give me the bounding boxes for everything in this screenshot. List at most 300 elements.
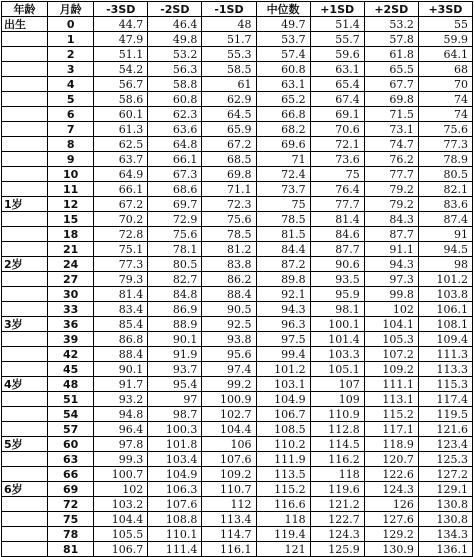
value-cell: 104.9: [256, 392, 310, 407]
value-cell: 51.1: [94, 47, 148, 62]
value-cell: 103.2: [94, 497, 148, 512]
value-cell: 125.9: [310, 542, 364, 557]
value-cell: 91: [418, 227, 472, 242]
value-cell: 65.4: [310, 77, 364, 92]
value-cell: 59.9: [418, 32, 472, 47]
value-cell: 111.9: [256, 452, 310, 467]
value-cell: 125.3: [418, 452, 472, 467]
table-row: [2, 107, 473, 122]
value-cell: 46.4: [148, 17, 202, 32]
header-plus-1sd: +1SD: [310, 2, 364, 17]
value-cell: 62.5: [94, 137, 148, 152]
value-cell: 124.3: [310, 527, 364, 542]
value-cell: 90.5: [202, 302, 256, 317]
value-cell: 106.1: [418, 302, 472, 317]
month-cell: 30: [48, 287, 94, 302]
value-cell: 53.2: [364, 17, 418, 32]
age-cell: [2, 392, 48, 407]
value-cell: 65.2: [256, 92, 310, 107]
value-cell: 136.1: [418, 542, 472, 557]
value-cell: 81.4: [94, 287, 148, 302]
table-row: [2, 47, 473, 62]
value-cell: 84.4: [256, 242, 310, 257]
value-cell: 96.4: [94, 422, 148, 437]
table-row: [2, 287, 473, 302]
month-cell: 2: [48, 47, 94, 62]
value-cell: 92.1: [256, 287, 310, 302]
table-row: [2, 272, 473, 287]
age-cell: [2, 92, 48, 107]
age-cell: [2, 152, 48, 167]
header-month: 月龄: [48, 2, 94, 17]
value-cell: 69.1: [310, 107, 364, 122]
value-cell: 107.2: [364, 347, 418, 362]
month-cell: 42: [48, 347, 94, 362]
age-cell: [2, 347, 48, 362]
table-row: [2, 302, 473, 317]
value-cell: 61.8: [364, 47, 418, 62]
age-cell: [2, 287, 48, 302]
value-cell: 79.3: [94, 272, 148, 287]
value-cell: 62.3: [148, 107, 202, 122]
value-cell: 122.6: [364, 467, 418, 482]
value-cell: 57.4: [256, 47, 310, 62]
value-cell: 62.9: [202, 92, 256, 107]
value-cell: 75: [310, 167, 364, 182]
value-cell: 58.8: [148, 77, 202, 92]
value-cell: 55: [418, 17, 472, 32]
value-cell: 102: [364, 302, 418, 317]
value-cell: 90.1: [148, 332, 202, 347]
table-row: [2, 122, 473, 137]
value-cell: 80.5: [148, 257, 202, 272]
value-cell: 106: [202, 437, 256, 452]
month-cell: 1: [48, 32, 94, 47]
age-cell: [2, 407, 48, 422]
value-cell: 63.7: [94, 152, 148, 167]
value-cell: 73.1: [364, 122, 418, 137]
age-cell: [2, 362, 48, 377]
month-cell: 66: [48, 467, 94, 482]
month-cell: 57: [48, 422, 94, 437]
value-cell: 97.5: [256, 332, 310, 347]
age-cell: [2, 167, 48, 182]
age-cell: 出生: [2, 17, 48, 32]
value-cell: 117.4: [418, 392, 472, 407]
value-cell: 102: [94, 482, 148, 497]
value-cell: 75.6: [418, 122, 472, 137]
age-cell: [2, 212, 48, 227]
table-row: [2, 542, 473, 557]
value-cell: 95.4: [148, 377, 202, 392]
month-cell: 54: [48, 407, 94, 422]
value-cell: 96.3: [256, 317, 310, 332]
age-cell: [2, 332, 48, 347]
value-cell: 100.3: [148, 422, 202, 437]
value-cell: 71.1: [202, 182, 256, 197]
table-row: [2, 257, 473, 272]
value-cell: 56.7: [94, 77, 148, 92]
value-cell: 60.8: [256, 62, 310, 77]
value-cell: 51.4: [310, 17, 364, 32]
month-cell: 60: [48, 437, 94, 452]
month-cell: 18: [48, 227, 94, 242]
table-row: [2, 527, 473, 542]
month-cell: 33: [48, 302, 94, 317]
value-cell: 77.3: [94, 257, 148, 272]
age-cell: [2, 467, 48, 482]
value-cell: 75.1: [94, 242, 148, 257]
table-row: [2, 467, 473, 482]
value-cell: 99.2: [202, 377, 256, 392]
value-cell: 100.7: [94, 467, 148, 482]
value-cell: 97.4: [202, 362, 256, 377]
month-cell: 21: [48, 242, 94, 257]
value-cell: 114.7: [202, 527, 256, 542]
age-cell: [2, 542, 48, 557]
value-cell: 61.3: [94, 122, 148, 137]
month-cell: 81: [48, 542, 94, 557]
value-cell: 117.1: [364, 422, 418, 437]
value-cell: 77.7: [364, 167, 418, 182]
value-cell: 97.3: [364, 272, 418, 287]
table-row: [2, 512, 473, 527]
value-cell: 88.4: [94, 347, 148, 362]
value-cell: 60.1: [94, 107, 148, 122]
value-cell: 90.6: [310, 257, 364, 272]
value-cell: 75: [256, 197, 310, 212]
value-cell: 104.4: [202, 422, 256, 437]
value-cell: 101.2: [256, 362, 310, 377]
value-cell: 118: [310, 467, 364, 482]
value-cell: 64.8: [148, 137, 202, 152]
value-cell: 97.8: [94, 437, 148, 452]
value-cell: 67.4: [310, 92, 364, 107]
value-cell: 93.5: [310, 272, 364, 287]
value-cell: 60.8: [148, 92, 202, 107]
value-cell: 74: [418, 92, 472, 107]
header-minus-2sd: -2SD: [148, 2, 202, 17]
value-cell: 100.1: [310, 317, 364, 332]
value-cell: 72.4: [256, 167, 310, 182]
value-cell: 107.6: [202, 452, 256, 467]
value-cell: 75.6: [202, 212, 256, 227]
value-cell: 73.7: [256, 182, 310, 197]
value-cell: 108.5: [256, 422, 310, 437]
value-cell: 93.8: [202, 332, 256, 347]
value-cell: 104.4: [94, 512, 148, 527]
value-cell: 114.5: [310, 437, 364, 452]
value-cell: 98.7: [148, 407, 202, 422]
value-cell: 85.4: [94, 317, 148, 332]
table-row: [2, 182, 473, 197]
value-cell: 121: [256, 542, 310, 557]
value-cell: 65.5: [364, 62, 418, 77]
value-cell: 89.8: [256, 272, 310, 287]
value-cell: 47.9: [94, 32, 148, 47]
value-cell: 130.8: [418, 512, 472, 527]
value-cell: 127.2: [418, 467, 472, 482]
table-row: [2, 392, 473, 407]
value-cell: 113.3: [418, 362, 472, 377]
age-cell: [2, 137, 48, 152]
value-cell: 121.2: [310, 497, 364, 512]
value-cell: 100.9: [202, 392, 256, 407]
value-cell: 109.4: [418, 332, 472, 347]
value-cell: 86.2: [202, 272, 256, 287]
value-cell: 92.5: [202, 317, 256, 332]
value-cell: 104.9: [148, 467, 202, 482]
table-row: [2, 77, 473, 92]
value-cell: 91.7: [94, 377, 148, 392]
value-cell: 101.2: [418, 272, 472, 287]
value-cell: 123.4: [418, 437, 472, 452]
value-cell: 120.7: [364, 452, 418, 467]
table-row: [2, 422, 473, 437]
age-cell: 3岁: [2, 317, 48, 332]
value-cell: 68.5: [202, 152, 256, 167]
age-cell: [2, 512, 48, 527]
header-age: 年龄: [2, 2, 48, 17]
age-cell: [2, 497, 48, 512]
value-cell: 134.3: [418, 527, 472, 542]
value-cell: 55.7: [310, 32, 364, 47]
month-cell: 10: [48, 167, 94, 182]
month-cell: 6: [48, 107, 94, 122]
value-cell: 106.7: [256, 407, 310, 422]
value-cell: 91.9: [148, 347, 202, 362]
table-row: [2, 212, 473, 227]
value-cell: 67.3: [148, 167, 202, 182]
value-cell: 72.3: [202, 197, 256, 212]
value-cell: 91.1: [364, 242, 418, 257]
age-cell: [2, 77, 48, 92]
age-cell: [2, 182, 48, 197]
table-row: [2, 242, 473, 257]
value-cell: 119.5: [418, 407, 472, 422]
value-cell: 54.2: [94, 62, 148, 77]
value-cell: 112: [202, 497, 256, 512]
value-cell: 111.4: [148, 542, 202, 557]
header-median: 中位数: [256, 2, 310, 17]
value-cell: 74.7: [364, 137, 418, 152]
table-body: [2, 17, 473, 557]
value-cell: 113.4: [202, 512, 256, 527]
value-cell: 66.8: [256, 107, 310, 122]
value-cell: 121.6: [418, 422, 472, 437]
value-cell: 49.8: [148, 32, 202, 47]
value-cell: 113.5: [256, 467, 310, 482]
month-cell: 48: [48, 377, 94, 392]
month-cell: 4: [48, 77, 94, 92]
month-cell: 8: [48, 137, 94, 152]
value-cell: 80.5: [418, 167, 472, 182]
age-cell: [2, 527, 48, 542]
value-cell: 61: [202, 77, 256, 92]
value-cell: 76.4: [310, 182, 364, 197]
value-cell: 106.7: [94, 542, 148, 557]
value-cell: 57.8: [364, 32, 418, 47]
value-cell: 84.8: [148, 287, 202, 302]
value-cell: 95.9: [310, 287, 364, 302]
age-cell: [2, 302, 48, 317]
value-cell: 78.5: [256, 212, 310, 227]
value-cell: 86.8: [94, 332, 148, 347]
table-row: [2, 497, 473, 512]
value-cell: 63.1: [256, 77, 310, 92]
month-cell: 45: [48, 362, 94, 377]
value-cell: 72.1: [310, 137, 364, 152]
value-cell: 74: [418, 107, 472, 122]
value-cell: 69.7: [148, 197, 202, 212]
value-cell: 109: [310, 392, 364, 407]
value-cell: 116.6: [256, 497, 310, 512]
value-cell: 108.1: [418, 317, 472, 332]
value-cell: 82.1: [418, 182, 472, 197]
table-row: [2, 452, 473, 467]
value-cell: 95.6: [202, 347, 256, 362]
month-cell: 75: [48, 512, 94, 527]
value-cell: 116.1: [202, 542, 256, 557]
value-cell: 70.2: [94, 212, 148, 227]
value-cell: 97: [148, 392, 202, 407]
value-cell: 111.1: [364, 377, 418, 392]
value-cell: 83.6: [418, 197, 472, 212]
table-row: [2, 332, 473, 347]
month-cell: 63: [48, 452, 94, 467]
month-cell: 72: [48, 497, 94, 512]
value-cell: 63.1: [310, 62, 364, 77]
month-cell: 27: [48, 272, 94, 287]
value-cell: 102.7: [202, 407, 256, 422]
table-row: [2, 62, 473, 77]
value-cell: 113.1: [364, 392, 418, 407]
month-cell: 7: [48, 122, 94, 137]
value-cell: 109.2: [364, 362, 418, 377]
value-cell: 70.6: [310, 122, 364, 137]
table-row: [2, 437, 473, 452]
value-cell: 127.6: [364, 512, 418, 527]
value-cell: 129.2: [364, 527, 418, 542]
value-cell: 76.2: [364, 152, 418, 167]
age-cell: [2, 242, 48, 257]
growth-table-container: [1, 1, 473, 557]
value-cell: 78.5: [202, 227, 256, 242]
value-cell: 68: [418, 62, 472, 77]
value-cell: 103.8: [418, 287, 472, 302]
table-header-row: [2, 2, 473, 17]
age-cell: [2, 452, 48, 467]
value-cell: 87.4: [418, 212, 472, 227]
value-cell: 99.4: [256, 347, 310, 362]
value-cell: 44.7: [94, 17, 148, 32]
value-cell: 116.2: [310, 452, 364, 467]
month-cell: 36: [48, 317, 94, 332]
value-cell: 55.3: [202, 47, 256, 62]
value-cell: 107.6: [148, 497, 202, 512]
age-cell: 5岁: [2, 437, 48, 452]
value-cell: 49.7: [256, 17, 310, 32]
value-cell: 87.2: [256, 257, 310, 272]
value-cell: 112.8: [310, 422, 364, 437]
value-cell: 69.8: [364, 92, 418, 107]
value-cell: 73.6: [310, 152, 364, 167]
value-cell: 66.1: [148, 152, 202, 167]
value-cell: 58.5: [202, 62, 256, 77]
value-cell: 88.9: [148, 317, 202, 332]
value-cell: 79.2: [364, 197, 418, 212]
value-cell: 103.1: [256, 377, 310, 392]
value-cell: 70: [418, 77, 472, 92]
value-cell: 82.7: [148, 272, 202, 287]
value-cell: 56.3: [148, 62, 202, 77]
value-cell: 99.3: [94, 452, 148, 467]
age-cell: [2, 32, 48, 47]
value-cell: 98: [418, 257, 472, 272]
value-cell: 93.2: [94, 392, 148, 407]
value-cell: 84.6: [310, 227, 364, 242]
age-cell: [2, 62, 48, 77]
value-cell: 110.1: [148, 527, 202, 542]
value-cell: 115.3: [418, 377, 472, 392]
value-cell: 81.2: [202, 242, 256, 257]
month-cell: 12: [48, 197, 94, 212]
value-cell: 81.4: [310, 212, 364, 227]
value-cell: 106.3: [148, 482, 202, 497]
value-cell: 83.8: [202, 257, 256, 272]
value-cell: 115.2: [256, 482, 310, 497]
value-cell: 67.2: [202, 137, 256, 152]
table-row: [2, 92, 473, 107]
value-cell: 105.5: [94, 527, 148, 542]
value-cell: 78.9: [418, 152, 472, 167]
value-cell: 84.3: [364, 212, 418, 227]
month-cell: 51: [48, 392, 94, 407]
table-row: [2, 167, 473, 182]
value-cell: 88.4: [202, 287, 256, 302]
header-plus-2sd: +2SD: [364, 2, 418, 17]
value-cell: 124.3: [364, 482, 418, 497]
value-cell: 109.2: [202, 467, 256, 482]
value-cell: 64.9: [94, 167, 148, 182]
value-cell: 94.8: [94, 407, 148, 422]
value-cell: 101.4: [310, 332, 364, 347]
month-cell: 24: [48, 257, 94, 272]
value-cell: 77.3: [418, 137, 472, 152]
age-cell: 6岁: [2, 482, 48, 497]
value-cell: 75.6: [148, 227, 202, 242]
month-cell: 3: [48, 62, 94, 77]
value-cell: 94.5: [418, 242, 472, 257]
value-cell: 68.2: [256, 122, 310, 137]
value-cell: 64.5: [202, 107, 256, 122]
value-cell: 53.7: [256, 32, 310, 47]
value-cell: 87.7: [364, 227, 418, 242]
table-row: [2, 197, 473, 212]
value-cell: 79.2: [364, 182, 418, 197]
value-cell: 99.8: [364, 287, 418, 302]
value-cell: 83.4: [94, 302, 148, 317]
header-minus-3sd: -3SD: [94, 2, 148, 17]
value-cell: 64.1: [418, 47, 472, 62]
value-cell: 68.6: [148, 182, 202, 197]
value-cell: 67.2: [94, 197, 148, 212]
age-cell: 4岁: [2, 377, 48, 392]
value-cell: 66.1: [94, 182, 148, 197]
value-cell: 129.1: [418, 482, 472, 497]
age-cell: [2, 122, 48, 137]
table-row: [2, 17, 473, 32]
